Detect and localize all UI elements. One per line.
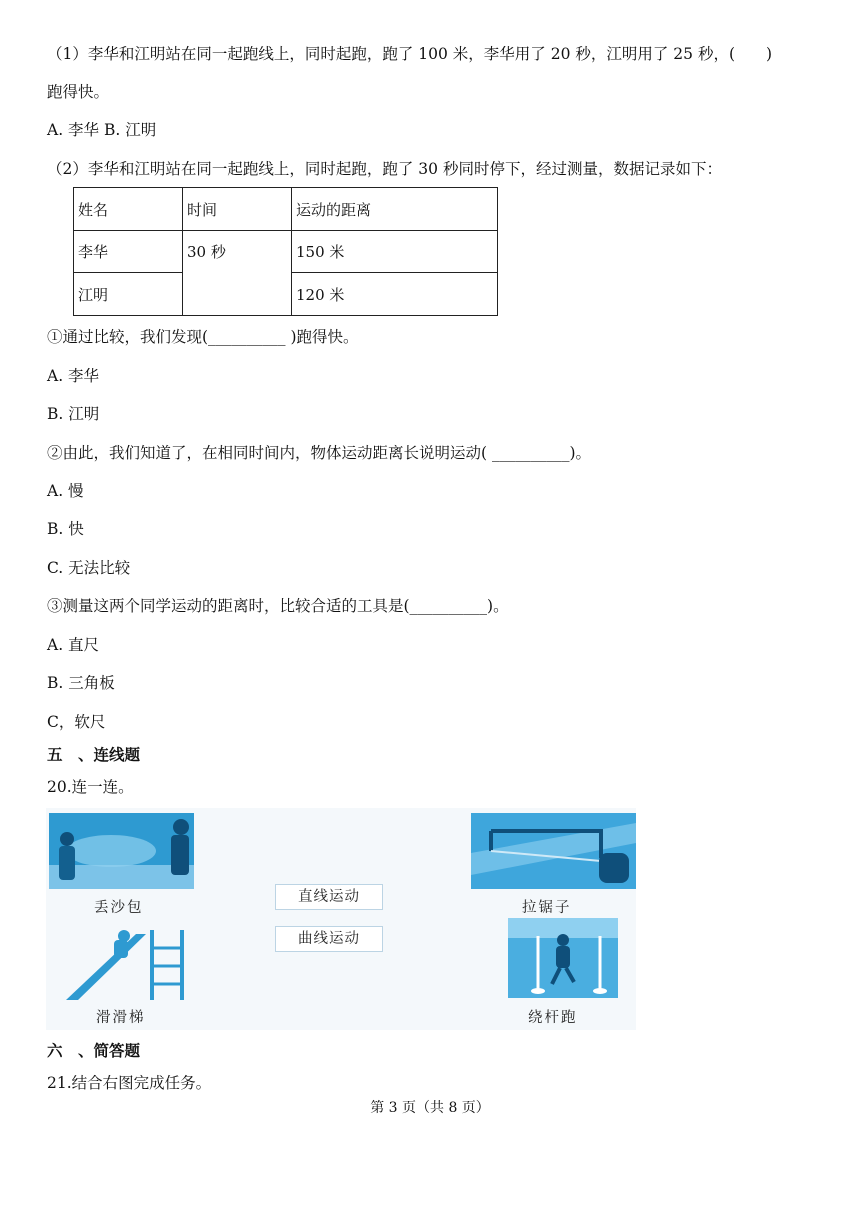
section6-heading: 六 、简答题 <box>47 1042 141 1060</box>
table-cell-name: 李华 <box>74 231 183 273</box>
option: C. 无法比较 <box>47 559 131 577</box>
q1-options: A. 李华 B. 江明 <box>47 121 157 139</box>
option: B. 江明 <box>47 405 100 423</box>
q20-question: 20.连一连。 <box>47 778 134 796</box>
table-header-row <box>74 188 498 231</box>
table-cell-distance: 150 米 <box>292 231 498 273</box>
table-header: 姓名 <box>74 188 183 231</box>
table-row <box>74 231 498 273</box>
page-footer: 第 3 页（共 8 页） <box>370 1100 490 1116</box>
data-table <box>73 187 498 316</box>
sawing-photo <box>471 813 636 889</box>
table-header: 运动的距离 <box>292 188 498 231</box>
option: A. 直尺 <box>47 636 100 654</box>
option: C，软尺 <box>47 713 106 731</box>
option: A. 慢 <box>47 482 84 500</box>
sub3-question: ③测量这两个同学运动的距离时，比较合适的工具是(__________)。 <box>47 597 509 615</box>
caption-pole-run: 绕杆跑 <box>528 1010 578 1026</box>
table-cell-time: 30 秒 <box>183 231 292 316</box>
q2-intro: （2）李华和江明站在同一起跑线上，同时起跑，跑了 30 秒同时停下，经过测量，数据记录如下： <box>47 160 722 178</box>
q21-question: 21.结合右图完成任务。 <box>47 1074 212 1092</box>
caption-saw: 拉锯子 <box>522 900 572 916</box>
caption-slide: 滑滑梯 <box>96 1010 146 1026</box>
sub1-question: ①通过比较，我们发现(__________ )跑得快。 <box>47 328 359 346</box>
tag-curved-motion: 曲线运动 <box>275 926 383 952</box>
option: B. 快 <box>47 520 84 538</box>
throwing-sandbag-photo <box>49 813 194 889</box>
option: A. 李华 <box>47 367 100 385</box>
sub2-question: ②由此，我们知道了，在相同时间内，物体运动距离长说明运动( __________)。 <box>47 444 592 462</box>
table-header: 时间 <box>183 188 292 231</box>
section5-heading: 五 、连线题 <box>47 746 141 764</box>
pole-running-photo <box>508 918 618 998</box>
q1-line1: （1）李华和江明站在同一起跑线上，同时起跑，跑了 100 米，李华用了 20 秒，江明用了 25 秒，( ) <box>47 45 773 63</box>
slide-photo <box>66 926 194 1000</box>
table-cell-distance: 120 米 <box>292 273 498 316</box>
matching-figure <box>46 808 636 1030</box>
table-cell-name: 江明 <box>74 273 183 316</box>
q1-line2: 跑得快。 <box>47 83 110 101</box>
tag-linear-motion: 直线运动 <box>275 884 383 910</box>
option: B. 三角板 <box>47 674 115 692</box>
caption-throw: 丢沙包 <box>94 900 144 916</box>
